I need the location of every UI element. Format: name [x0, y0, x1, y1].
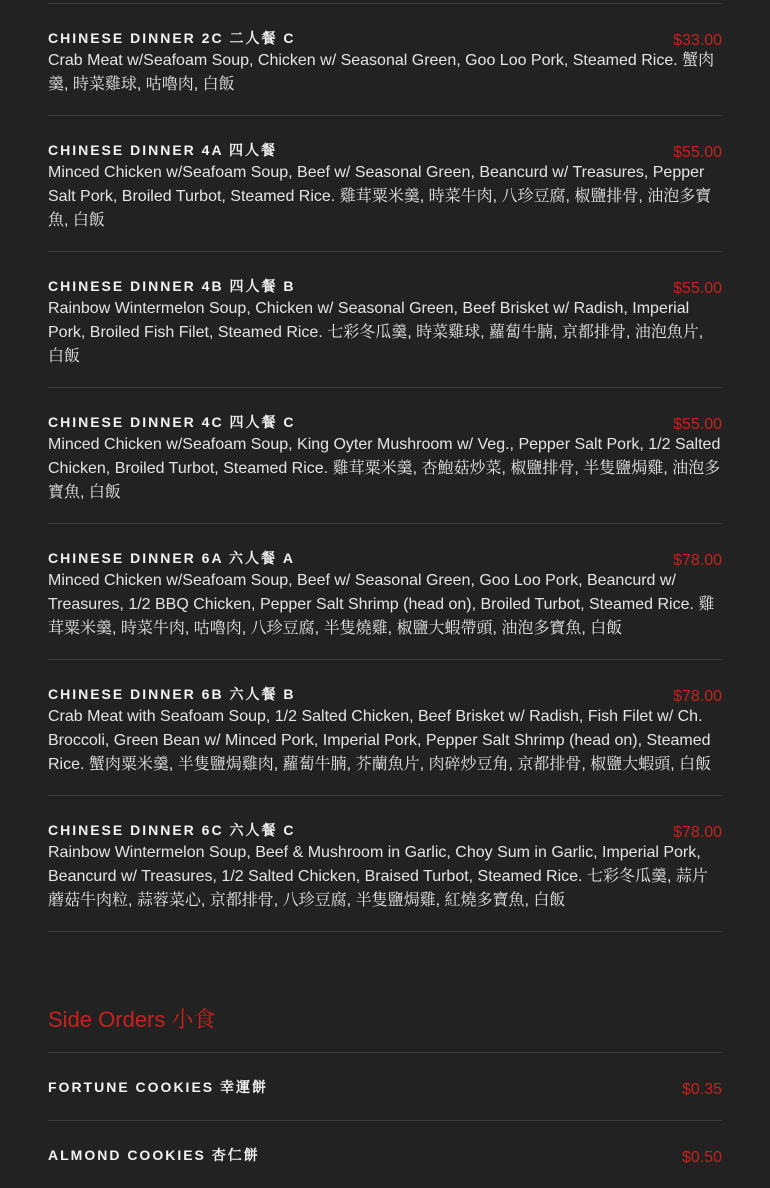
menu-item-description: Crab Meat w/Seafoam Soup, Chicken w/ Seasonal Green, Goo Loo Pork, Steamed Rice. 蟹肉羹, 時菜雞球, 咕嚕肉, 白飯 — [48, 52, 715, 93]
menu-item-price: $55.00 — [673, 144, 722, 161]
menu-item-price: $33.00 — [673, 32, 722, 49]
menu-item-dinner-4b[interactable] — [48, 251, 722, 387]
menu-item-name: CHINESE DINNER 4B 四人餐 B — [48, 278, 296, 294]
menu-item-description: Minced Chicken w/Seafoam Soup, Beef w/ Seasonal Green, Beancurd w/ Treasures, Pepper Salt Pork, Broiled Turbot, Steamed Rice. 雞茸粟米羹, 時菜牛肉, 八珍豆腐, 椒鹽排骨, 油泡多寶魚, 白飯 — [48, 164, 712, 229]
menu-item-name: CHINESE DINNER 4A 四人餐 — [48, 142, 277, 158]
menu-item-almond-cookies[interactable] — [48, 1120, 722, 1188]
menu-item-fortune-cookies[interactable] — [48, 1052, 722, 1120]
menu-item-dinner-6a[interactable] — [48, 523, 722, 659]
menu-list — [48, 3, 722, 1188]
menu-item-description: Minced Chicken w/Seafoam Soup, Beef w/ Seasonal Green, Goo Loo Pork, Beancurd w/ Treasures, 1/2 BBQ Chicken, Pepper Salt Shrimp (head on), Broiled Turbot, Steamed Rice. 雞茸粟米羹, 時菜牛肉, 咕嚕肉, 八珍豆腐, 半隻燒雞, 椒鹽大蝦帶頭, 油泡多寶魚, 白飯 — [48, 572, 715, 637]
menu-item-price: $55.00 — [673, 280, 722, 297]
section-title-side-orders: Side Orders 小食 — [48, 1007, 216, 1032]
menu-item-name: CHINESE DINNER 4C 四人餐 C — [48, 414, 296, 430]
menu-item-price: $55.00 — [673, 416, 722, 433]
menu-item-name: CHINESE DINNER 6B 六人餐 B — [48, 686, 296, 702]
menu-item-price: $0.50 — [681, 1149, 722, 1166]
menu-item-price: $78.00 — [673, 688, 722, 705]
menu-item-description: Crab Meat with Seafoam Soup, 1/2 Salted Chicken, Beef Brisket w/ Radish, Fish Filet w/ Ch. Broccoli, Green Bean w/ Minced Pork, Imperial Pork, Pepper Salt Shrimp (head on), Steamed Rice. 蟹肉粟米羹, 半隻鹽焗雞肉, 蘿蔔牛腩, 芥蘭魚片, 肉碎炒豆角, 京都排骨, 椒鹽大蝦頭, 白飯 — [48, 708, 712, 773]
menu-item-dinner-6b[interactable] — [48, 659, 722, 795]
menu-item-name: ALMOND COOKIES 杏仁餅 — [48, 1147, 260, 1163]
menu-item-dinner-4c[interactable] — [48, 387, 722, 523]
menu-item-dinner-6c[interactable] — [48, 795, 722, 932]
menu-item-price: $78.00 — [673, 824, 722, 841]
menu-item-price: $0.35 — [681, 1081, 722, 1098]
menu-item-description: Rainbow Wintermelon Soup, Chicken w/ Seasonal Green, Beef Brisket w/ Radish, Imperial Pork, Broiled Fish Filet, Steamed Rice. 七彩冬瓜羹, 時菜雞球, 蘿蔔牛腩, 京都排骨, 油泡魚片, 白飯 — [48, 300, 704, 365]
menu-item-dinner-2c[interactable] — [48, 3, 722, 115]
menu-item-name: CHINESE DINNER 6A 六人餐 A — [48, 550, 295, 566]
menu-item-price: $78.00 — [673, 552, 722, 569]
menu-item-name: CHINESE DINNER 2C 二人餐 C — [48, 30, 296, 46]
menu-item-dinner-4a[interactable] — [48, 115, 722, 251]
menu-item-description: Rainbow Wintermelon Soup, Beef & Mushroom in Garlic, Choy Sum in Garlic, Imperial Pork, Beancurd w/ Treasures, 1/2 Salted Chicken, Braised Turbot, Steamed Rice. 七彩冬瓜羹, 蒜片蘑菇牛肉粒, 蒜蓉菜心, 京都排骨, 八珍豆腐, 半隻鹽焗雞, 紅燒多寶魚, 白飯 — [48, 844, 708, 909]
menu-item-name: CHINESE DINNER 6C 六人餐 C — [48, 822, 296, 838]
menu-item-description: Minced Chicken w/Seafoam Soup, King Oyter Mushroom w/ Veg., Pepper Salt Pork, 1/2 Salted Chicken, Broiled Turbot, Steamed Rice. 雞茸粟米羹, 杏鮑菇炒菜, 椒鹽排骨, 半隻鹽焗雞, 油泡多寶魚, 白飯 — [48, 436, 721, 501]
menu-item-name: FORTUNE COOKIES 幸運餅 — [48, 1079, 269, 1095]
